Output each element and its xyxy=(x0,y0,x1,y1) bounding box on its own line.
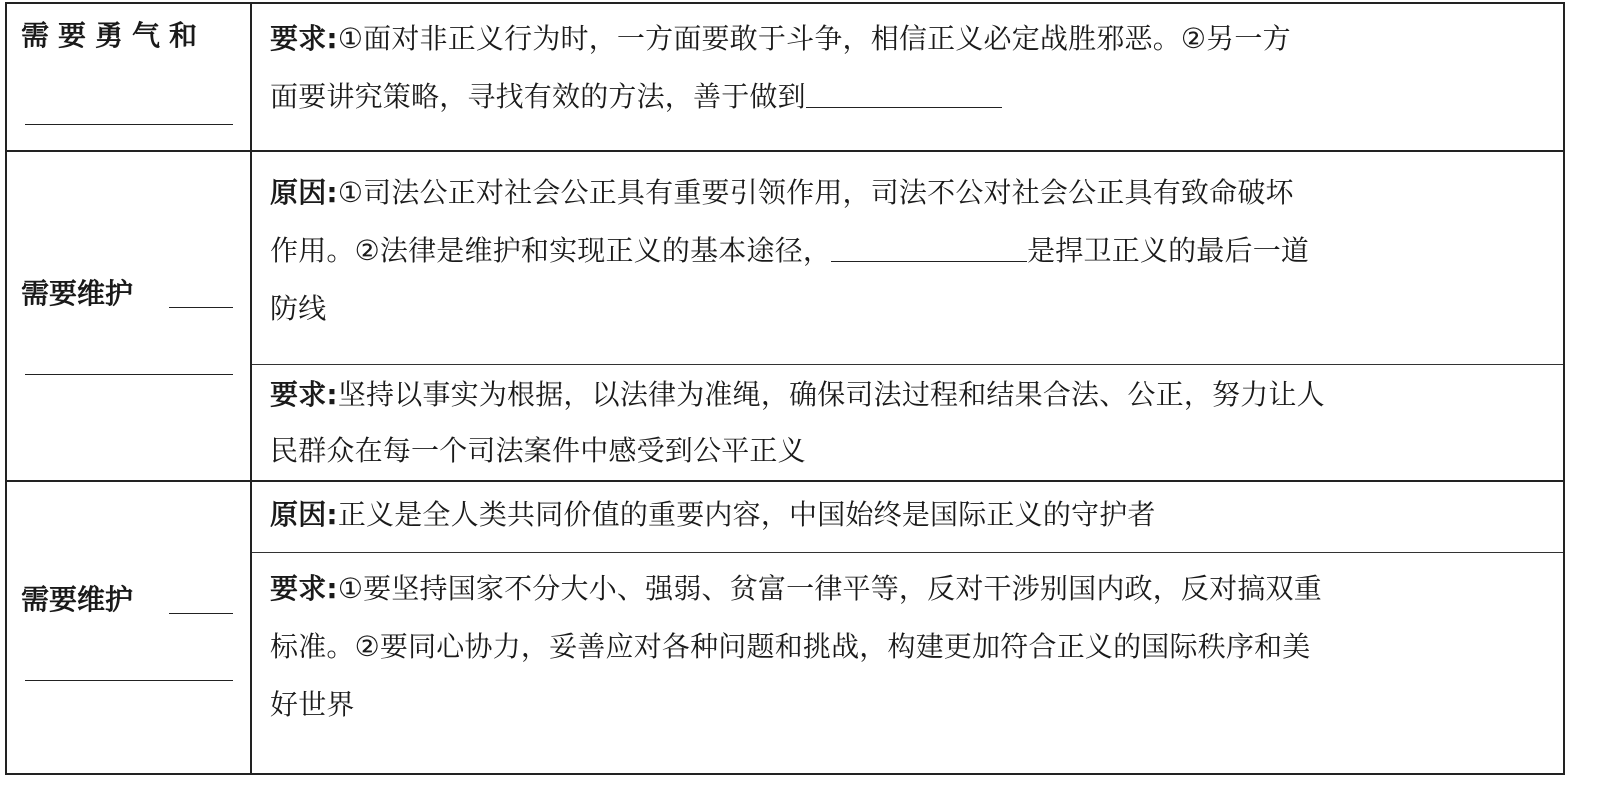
line-text: 坚持以事实为根据，以法律为准绳，确保司法过程和结果合法、公正，努力让人 xyxy=(337,378,1325,411)
content-line xyxy=(270,560,1322,618)
row-label-cell xyxy=(7,482,252,773)
fill-in-blank xyxy=(831,261,1027,262)
section-key: 原因: xyxy=(270,498,338,531)
section-key: 要求: xyxy=(270,22,338,55)
content-line xyxy=(270,280,326,338)
content-line xyxy=(270,422,806,480)
fill-in-blank xyxy=(25,124,233,125)
row-content xyxy=(252,152,1563,480)
section-key: 要求: xyxy=(270,572,338,605)
requirement-cell xyxy=(252,554,1563,773)
row-label-cell xyxy=(7,4,252,152)
content-line xyxy=(270,676,355,734)
fill-in-blank xyxy=(25,680,233,681)
table-row xyxy=(7,152,1563,480)
row-label: 需要维护 xyxy=(21,583,134,616)
content-line xyxy=(270,618,1311,676)
row-label: 需要勇气和 xyxy=(21,19,207,52)
content-line xyxy=(270,222,1309,280)
section-key: 原因: xyxy=(270,176,338,209)
content-line xyxy=(270,366,1325,424)
line-text: 正义是全人类共同价值的重要内容，中国始终是国际正义的守护者 xyxy=(337,498,1156,531)
line-text: 是捍卫正义的最后一道 xyxy=(1027,234,1310,267)
line-text: 作用。②法律是维护和实现正义的基本途径， xyxy=(270,234,832,267)
content-line xyxy=(270,68,1002,126)
fill-in-blank xyxy=(169,613,233,614)
row-content xyxy=(252,4,1563,152)
reason-cell xyxy=(252,152,1563,364)
section-key: 要求: xyxy=(270,378,338,411)
fill-in-blank xyxy=(806,107,1002,108)
line-text: ①面对非正义行为时，一方面要敢于斗争，相信正义必定战胜邪恶。②另一方 xyxy=(337,22,1291,55)
line-text: 民群众在每一个司法案件中感受到公平正义 xyxy=(270,434,806,467)
content-line xyxy=(270,486,1156,544)
cell-divider xyxy=(252,552,1563,553)
requirement-cell xyxy=(252,366,1563,480)
line-text: 防线 xyxy=(270,292,327,325)
reason-cell xyxy=(252,482,1563,552)
line-text: 好世界 xyxy=(270,688,355,721)
line-text: 面要讲究策略，寻找有效的方法，善于做到 xyxy=(270,80,806,113)
content-line xyxy=(270,10,1291,68)
table-row xyxy=(7,4,1563,152)
row-label: 需要维护 xyxy=(21,277,134,310)
fill-in-blank xyxy=(25,374,233,375)
table-row xyxy=(7,482,1563,773)
row-label-cell xyxy=(7,152,252,480)
line-text: ①要坚持国家不分大小、强弱、贫富一律平等，反对干涉别国内政，反对搞双重 xyxy=(337,572,1322,605)
content-line xyxy=(270,164,1294,222)
knowledge-table xyxy=(5,2,1565,775)
row-content xyxy=(252,482,1563,773)
cell-divider xyxy=(252,364,1563,365)
fill-in-blank xyxy=(169,307,233,308)
line-text: 标准。②要同心协力，妥善应对各种问题和挑战，构建更加符合正义的国际秩序和美 xyxy=(270,630,1311,663)
line-text: ①司法公正对社会公正具有重要引领作用，司法不公对社会公正具有致命破坏 xyxy=(337,176,1294,209)
